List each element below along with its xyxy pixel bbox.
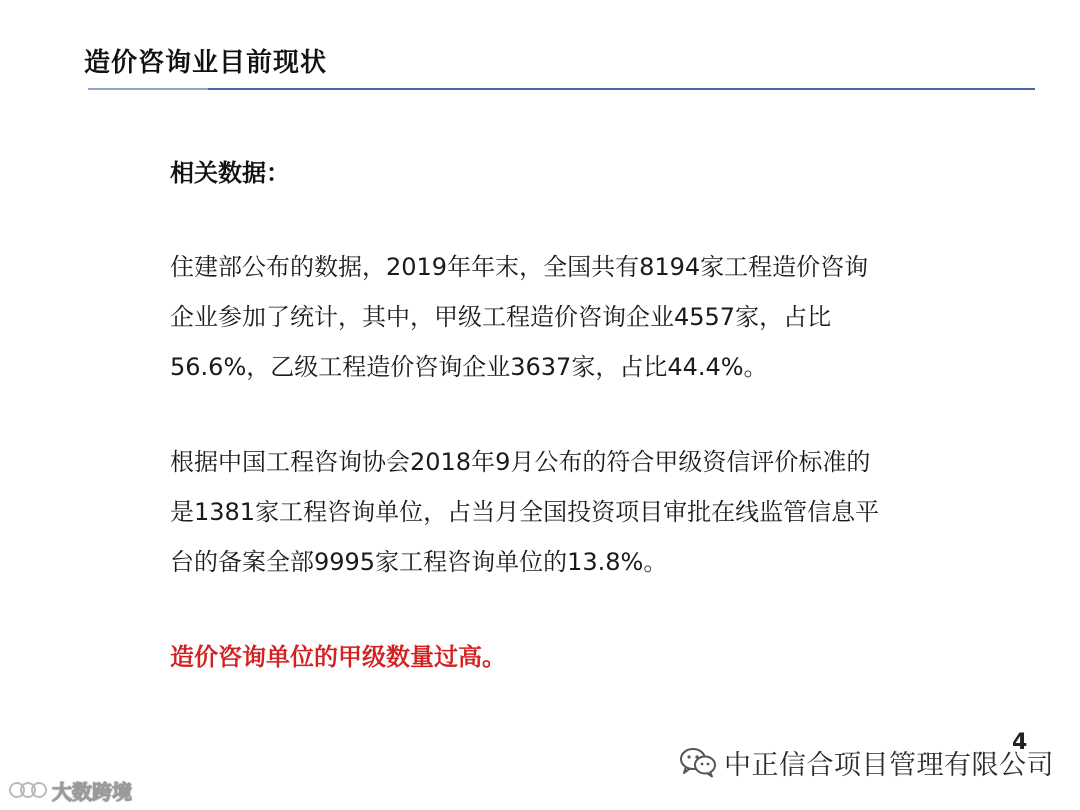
paragraph-line: 企业参加了统计，其中，甲级工程造价咨询企业4557家，占比: [170, 303, 832, 331]
title-divider: [88, 88, 1035, 90]
watermark: [8, 776, 132, 804]
paragraph-line: 台的备案全部9995家工程咨询单位的13.8%。: [170, 548, 668, 576]
brand-name: 中正信合项目管理有限公司: [724, 749, 1054, 781]
watermark-logo-icon: [8, 778, 48, 802]
watermark-text: 大数跨境: [52, 779, 132, 804]
conclusion-text: 造价咨询单位的甲级数量过高。: [170, 643, 506, 671]
slide-title: 造价咨询业目前现状: [84, 48, 328, 78]
wechat-icon: [678, 746, 718, 778]
page-number: 4: [1012, 730, 1028, 755]
paragraph-line: 住建部公布的数据，2019年年末，全国共有8194家工程造价咨询: [170, 253, 869, 281]
section-heading: 相关数据：: [170, 159, 290, 187]
paragraph-line: 根据中国工程咨询协会2018年9月公布的符合甲级资信评价标准的: [170, 448, 871, 476]
paragraph-line: 是1381家工程咨询单位，占当月全国投资项目审批在线监管信息平: [170, 498, 880, 526]
paragraph-line: 56.6%，乙级工程造价咨询企业3637家，占比44.4%。: [170, 353, 768, 381]
brand-signature: [678, 742, 1054, 782]
paragraph-stats-2018: [170, 437, 970, 587]
paragraph-stats-2019: [170, 242, 970, 392]
